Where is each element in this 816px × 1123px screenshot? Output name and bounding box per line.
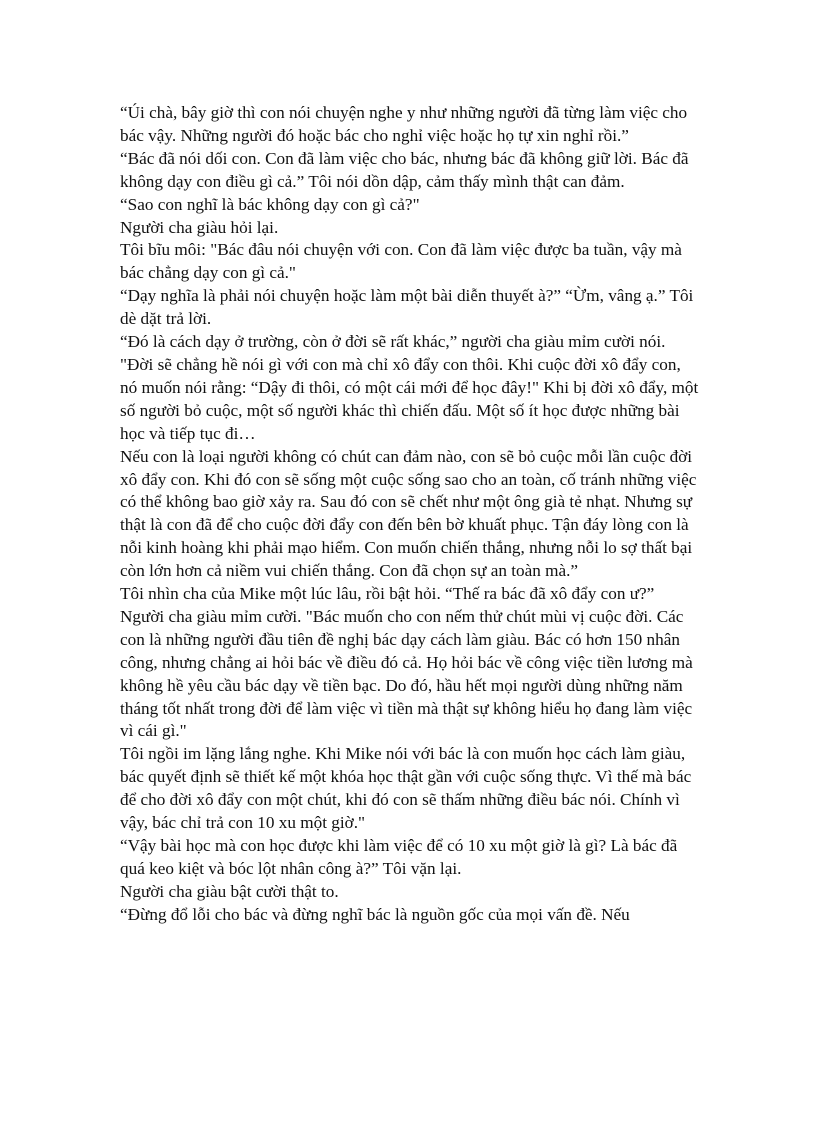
paragraph-11: Tôi ngồi im lặng lắng nghe. Khi Mike nói với bác là con muốn học cách làm giàu, bác quyết định sẽ thiết kế một khóa học thật gần với cuộc sống thực. Vì thế mà bác để cho đời xô đẩy con một chút, khi đó con sẽ thấm những điều bác nói. Chính vì vậy, bác chỉ trả con 10 xu một giờ.": [120, 744, 692, 833]
document-body: [120, 102, 700, 927]
paragraph-7: “Đó là cách dạy ở trường, còn ở đời sẽ rất khác,” người cha giàu mỉm cười nói. "Đời sẽ chẳng hề nói gì với con mà chỉ xô đẩy con thôi. Khi cuộc đời xô đẩy con, nó muốn nói rằng: “Dậy đi thôi, có một cái mới để học đây!" Khi bị đời xô đẩy, một số người bỏ cuộc, một số người khác thì chiến đấu. Một số ít học được những bài học và tiếp tục đi…: [120, 332, 699, 443]
paragraph-3: “Sao con nghĩ là bác không dạy con gì cả?": [120, 194, 420, 214]
paragraph-12: “Vậy bài học mà con học được khi làm việc để có 10 xu một giờ là gì? Là bác đã quá keo kiệt và bóc lột nhân công à?” Tôi vặn lại.: [120, 836, 678, 878]
paragraph-13: Người cha giàu bật cười thật to.: [120, 881, 339, 901]
paragraph-14: “Đừng đổ lỗi cho bác và đừng nghĩ bác là nguồn gốc của mọi vấn đề. Nếu: [120, 904, 630, 924]
paragraph-9: Tôi nhìn cha của Mike một lúc lâu, rồi bật hỏi. “Thế ra bác đã xô đẩy con ư?”: [120, 584, 655, 604]
paragraph-5: Tôi bĩu môi: "Bác đâu nói chuyện với con. Con đã làm việc được ba tuần, vậy mà bác chẳng dạy con gì cả.": [120, 240, 682, 283]
paragraph-2: “Bác đã nói dối con. Con đã làm việc cho bác, nhưng bác đã không giữ lời. Bác đã không dạy con điều gì cả.” Tôi nói dồn dập, cảm thấy mình thật can đảm.: [120, 148, 689, 191]
paragraph-8: Nếu con là loại người không có chút can đảm nào, con sẽ bỏ cuộc mỗi lần cuộc đời xô đẩy con. Khi đó con sẽ sống một cuộc sống sao cho an toàn, cố tránh những việc có thể không bao giờ xảy ra. Sau đó con sẽ chết như một ông già tẻ nhạt. Nhưng sự thật là con đã để cho cuộc đời đẩy con đến bên bờ khuất phục. Tận đáy lòng con là nỗi kinh hoàng khi phải mạo hiểm. Con muốn chiến thắng, nhưng nỗi lo sợ thất bại còn lớn hơn cả niềm vui chiến thắng. Con đã chọn sự an toàn mà.”: [120, 446, 697, 581]
paragraph-10: Người cha giàu mỉm cười. "Bác muốn cho con nếm thử chút mùi vị cuộc đời. Các con là những người đầu tiên đề nghị bác dạy cách làm giàu. Bác có hơn 150 nhân công, nhưng chẳng ai hỏi bác về điều đó cả. Họ hỏi bác về công việc tiền lương mà không hề yêu cầu bác dạy về tiền bạc. Do đó, hầu hết mọi người dùng những năm tháng tốt nhất trong đời để làm việc vì tiền mà thật sự không hiểu họ đang làm việc vì cái gì.": [120, 606, 693, 741]
paragraph-6: “Dạy nghĩa là phải nói chuyện hoặc làm một bài diễn thuyết à?” “Ừm, vâng ạ.” Tôi dè dặt trả lời.: [120, 286, 694, 329]
paragraph-4: Người cha giàu hỏi lại.: [120, 217, 279, 237]
paragraph-1: “Úi chà, bây giờ thì con nói chuyện nghe y như những người đã từng làm việc cho bác vậy. Những người đó hoặc bác cho nghỉ việc hoặc họ tự xin nghỉ rồi.”: [120, 103, 688, 145]
